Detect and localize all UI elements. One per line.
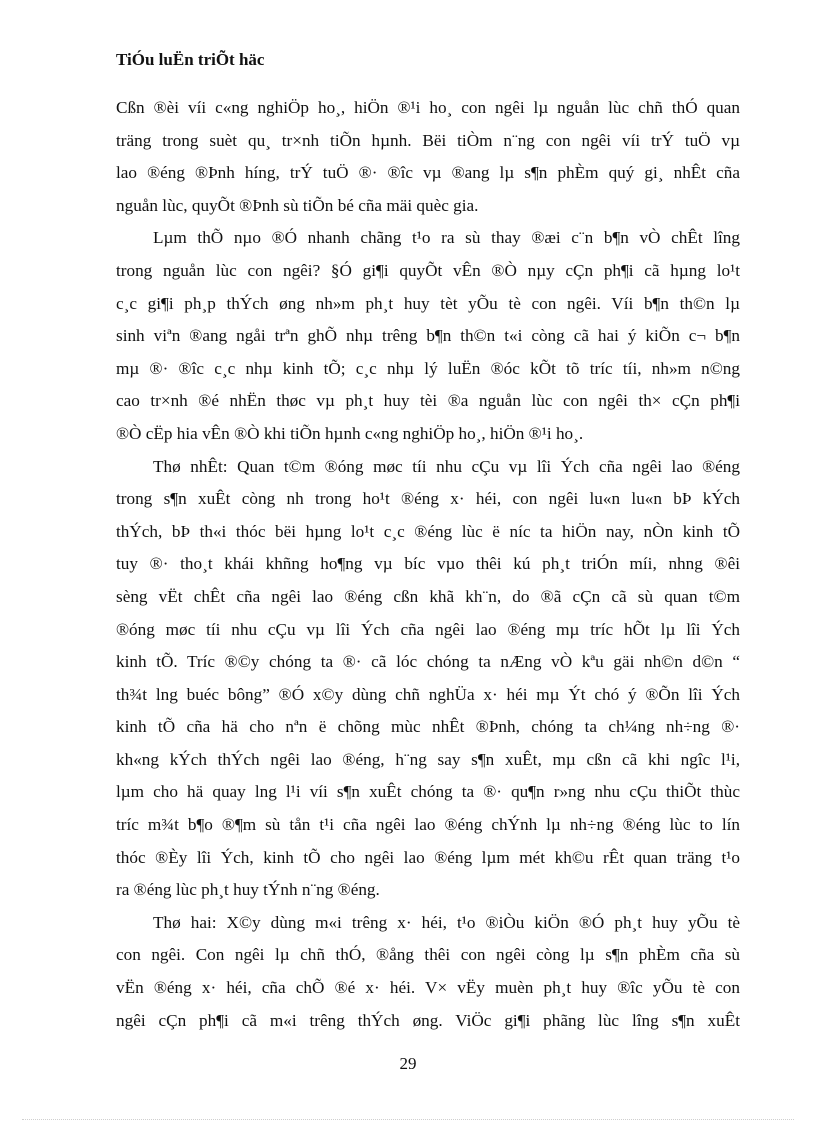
- header-title: TiÓu luËn triÕt häc: [116, 50, 265, 69]
- text-line: th¾t lng buéc bông” ®Ó x©y dùng chñ nghÜa x· héi mµ Ýt chó ý ®Õn lîi Ých: [116, 684, 740, 704]
- text-line: ®Ò cËp hia vÊn ®Ò khi tiÕn hµnh c«ng nghiÖp ho¸, hiÖn ®¹i ho¸.: [116, 423, 584, 443]
- text-line: thóc ®Èy lîi Ých, kinh tÕ cho ngêi lao ®éng lµm mét kh©u rÊt quan träng t¹o: [116, 847, 740, 867]
- text-line: ®óng møc tíi nhu cÇu vµ lîi Ých cña ngêi lao ®éng mµ tríc hÕt lµ lîi Ých: [116, 619, 740, 639]
- text-line: träng trong suèt qu¸ tr×nh tiÕn hµnh. Bëi tiÒm n¨ng con ngêi víi trÝ tuÖ vµ: [116, 130, 740, 150]
- text-line: ngêi cÇn ph¶i cã m«i trêng thÝch øng. ViÖc gi¶i phãng lùc lîng s¶n xuÊt: [116, 1010, 740, 1030]
- text-line: sèng vËt chÊt cña ngêi lao ®éng cßn khã kh¨n, do ®ã cÇn cã sù quan t©m: [116, 586, 740, 606]
- text-line: mµ ®· ®îc c¸c nhµ kinh tÕ; c¸c nhµ lý luËn ®óc kÕt tõ tríc tíi, nh»m n©ng: [116, 358, 740, 378]
- text-line: vËn ®éng x· héi, cña chÕ ®é x· héi. V× vËy muèn ph¸t huy ®îc yÕu tè con: [116, 978, 740, 998]
- text-line: trong s¶n xuÊt còng nh trong ho¹t ®éng x· héi, con ngêi lu«n lu«n bÞ kÝch: [116, 489, 740, 509]
- text-line: lµm cho hä quay lng l¹i víi s¶n xuÊt chóng ta ®· qu¶n r»ng nhu cÇu thiÕt thùc: [116, 782, 740, 802]
- paragraph-start-line: Thø nhÊt: Quan t©m ®óng møc tíi nhu cÇu vµ lîi Ých cña ngêi lao ®éng: [153, 456, 740, 476]
- text-line: kinh tÕ. Tríc ®©y chóng ta ®· cã lóc chóng ta nÆng vÒ kªu gäi nh©n d©n “: [116, 652, 740, 672]
- text-line: tuy ®· tho¸t khái khñng ho¶ng vµ bíc vµo thêi kú ph¸t triÓn míi, nhng ®êi: [116, 554, 740, 574]
- text-line: cao tr×nh ®é nhËn thøc vµ ph¸t huy tèi ®a nguån lùc con ngêi th× cÇn ph¶i: [116, 391, 740, 411]
- text-line: lao ®éng ®Þnh híng, trÝ tuÖ ®· ®îc vµ ®ang lµ s¶n phÈm quý gi¸ nhÊt cña: [116, 163, 740, 183]
- page-number: 29: [399, 1054, 417, 1073]
- text-line: tríc m¾t b¶o ®¶m sù tån t¹i cña ngêi lao ®éng chÝnh lµ nh÷ng ®éng lùc to lín: [116, 815, 740, 835]
- text-line: sinh viªn ®ang ngåi trªn ghÕ nhµ trêng b¶n th©n t«i còng cã hai ý kiÕn c¬ b¶n: [116, 326, 740, 346]
- text-line: c¸c gi¶i ph¸p thÝch øng nh»m ph¸t huy tèt yÕu tè con ngêi. Víi b¶n th©n lµ: [116, 293, 740, 313]
- text-line: thÝch, bÞ th«i thóc bëi hµng lo¹t c¸c ®éng lùc ë níc ta hiÖn nay, nÒn kinh tÕ: [116, 521, 740, 541]
- page-bottom-divider: [22, 1119, 794, 1120]
- body-text: [116, 92, 740, 1037]
- text-line: ra ®éng lùc ph¸t huy tÝnh n¨ng ®éng.: [116, 880, 380, 900]
- paragraph-start-line: Lµm thÕ nµo ®Ó nhanh chãng t¹o ra sù thay ®æi c¨n b¶n vÒ chÊt lîng: [153, 228, 740, 248]
- text-line: con ngêi. Con ngêi lµ chñ thÓ, ®ång thêi con ngêi còng lµ s¶n phÈm cña sù: [116, 945, 740, 965]
- text-line: nguån lùc, quyÕt ®Þnh sù tiÕn bé cña mäi quèc gia.: [116, 195, 479, 215]
- text-line: kinh tÕ cña hä cho nªn ë chõng mùc nhÊt ®Þnh, chóng ta ch¼ng nh÷ng ®·: [116, 717, 740, 737]
- text-line: kh«ng kÝch thÝch ngêi lao ®éng, h¨ng say s¶n xuÊt, mµ cßn cã khi ngîc l¹i,: [116, 749, 740, 769]
- text-line: Cßn ®èi víi c«ng nghiÖp ho¸, hiÖn ®¹i ho¸ con ngêi lµ nguån lùc chñ thÓ quan: [116, 98, 740, 117]
- text-line: trong nguån lùc con ngêi? §Ó gi¶i quyÕt vÊn ®Ò nµy cÇn ph¶i cã hµng lo¹t: [116, 260, 740, 280]
- paragraph-start-line: Thø hai: X©y dùng m«i trêng x· héi, t¹o ®iÒu kiÖn ®Ó ph¸t huy yÕu tè: [153, 912, 740, 932]
